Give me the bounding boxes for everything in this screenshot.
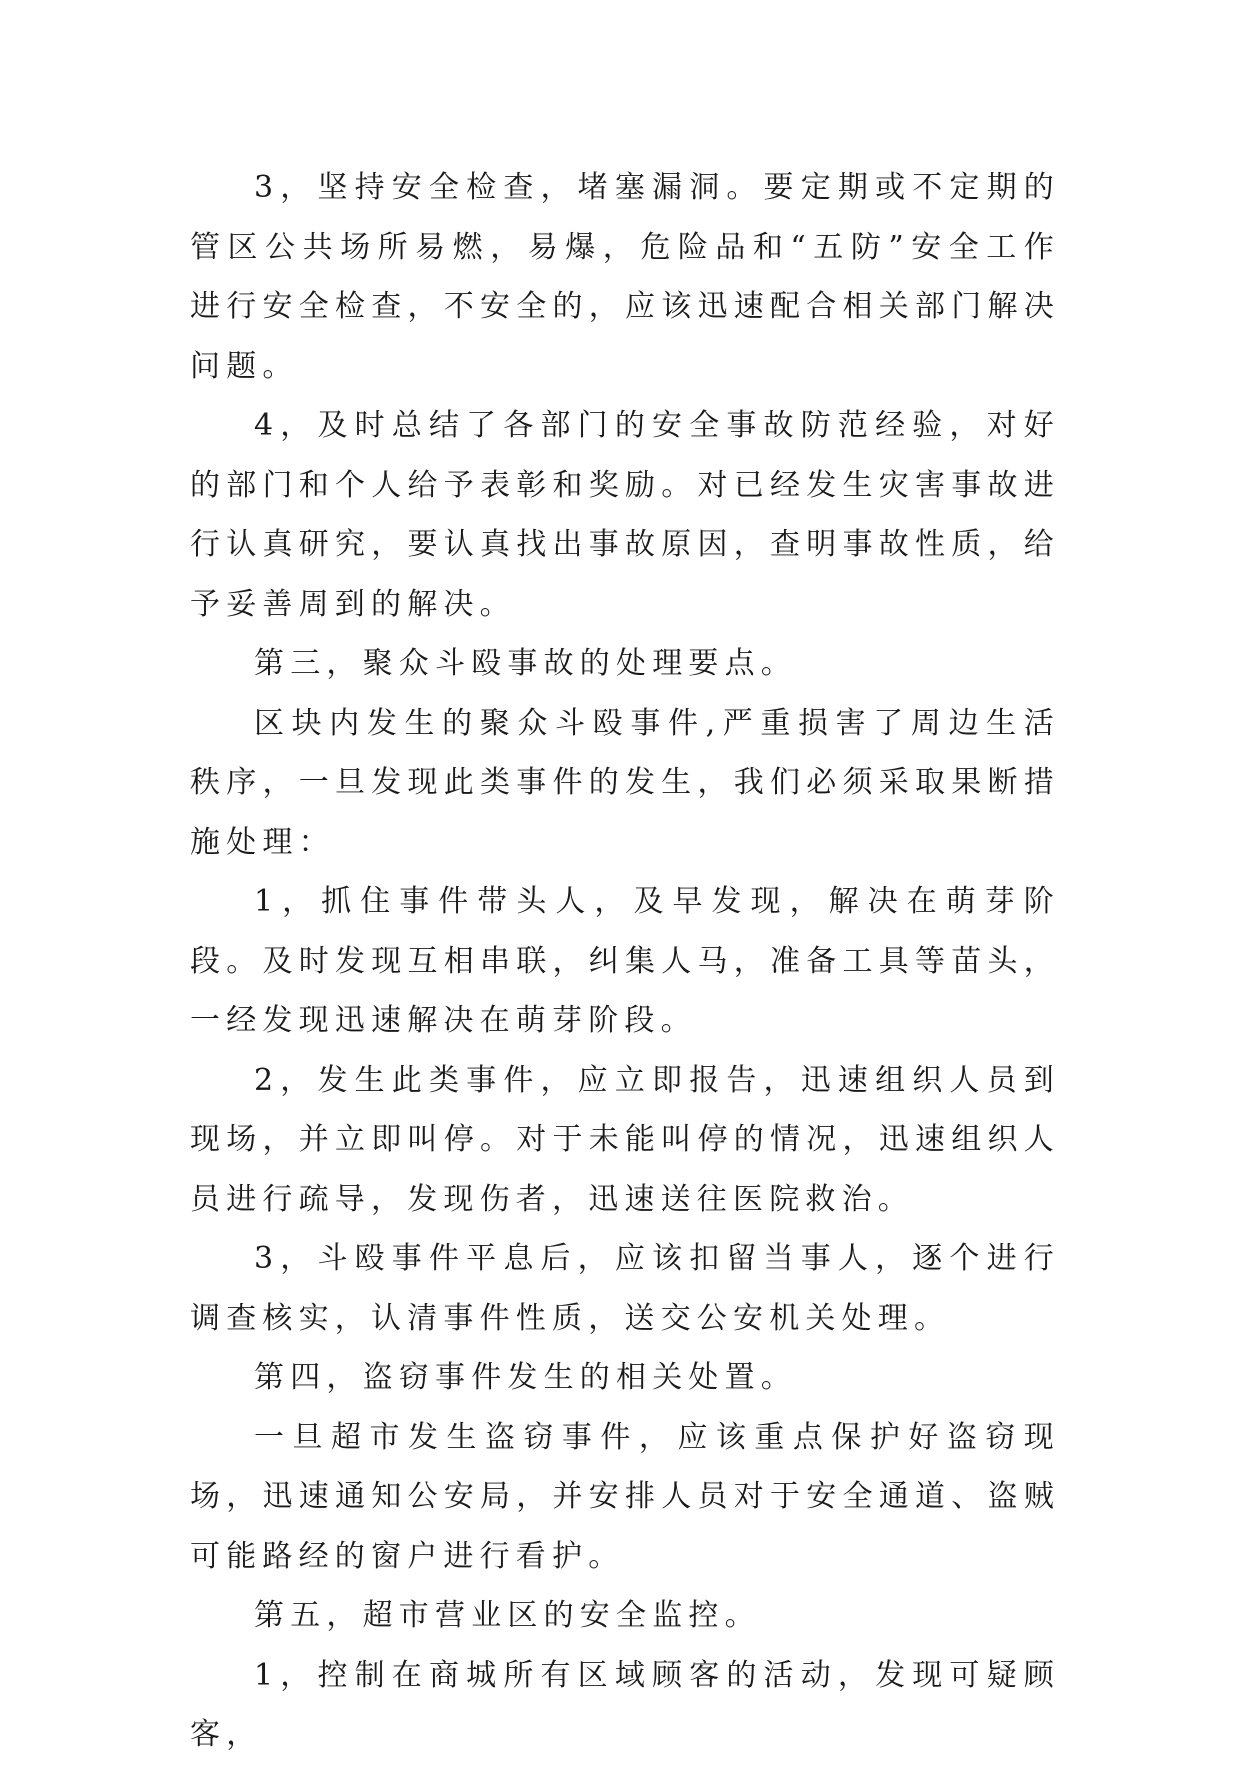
section-heading-fourth: 第四，盗窃事件发生的相关处置。	[254, 1360, 797, 1395]
section-heading-third: 第三，聚众斗殴事故的处理要点。	[254, 646, 797, 681]
paragraph-fight-step-1: 1，抓住事件带头人，及早发现，解决在萌芽阶段。及时发现互相串联，纠集人马，准备工具等苗头，一经发现迅速解决在萌芽阶段。	[190, 884, 1060, 1038]
paragraph-fight-intro: 区块内发生的聚众斗殴事件,严重损害了周边生活秩序，一旦发现此类事件的发生，我们必须采取果断措施处理：	[190, 705, 1060, 860]
paragraph-monitoring-step-1: 1，控制在商城所有区域顾客的活动，发现可疑顾客，	[190, 1657, 1060, 1752]
section-heading-fifth: 第五，超市营业区的安全监控。	[254, 1598, 761, 1633]
paragraph-accident-experience: 4，及时总结了各部门的安全事故防范经验，对好的部门和个人给予表彰和奖励。对已经发生灾害事故进行认真研究，要认真找出事故原因，查明事故性质，给予妥善周到的解决。	[190, 408, 1060, 622]
document-body	[190, 158, 1060, 1765]
paragraph-fight-step-2: 2，发生此类事件，应立即报告，迅速组织人员到现场，并立即叫停。对于未能叫停的情况，迅速组织人员进行疏导，发现伤者，迅速送往医院救治。	[190, 1062, 1060, 1217]
paragraph-theft-handling: 一旦超市发生盗窃事件，应该重点保护好盗窃现场，迅速通知公安局，并安排人员对于安全通道、盗贼可能路经的窗户进行看护。	[190, 1419, 1060, 1574]
paragraph-fight-step-3: 3，斗殴事件平息后，应该扣留当事人，逐个进行调查核实，认清事件性质，送交公安机关处理。	[190, 1241, 1060, 1336]
paragraph-safety-inspection: 3，坚持安全检查，堵塞漏洞。要定期或不定期的管区公共场所易燃，易爆，危险品和“五防”安全工作进行安全检查，不安全的，应该迅速配合相关部门解决问题。	[190, 170, 1060, 384]
